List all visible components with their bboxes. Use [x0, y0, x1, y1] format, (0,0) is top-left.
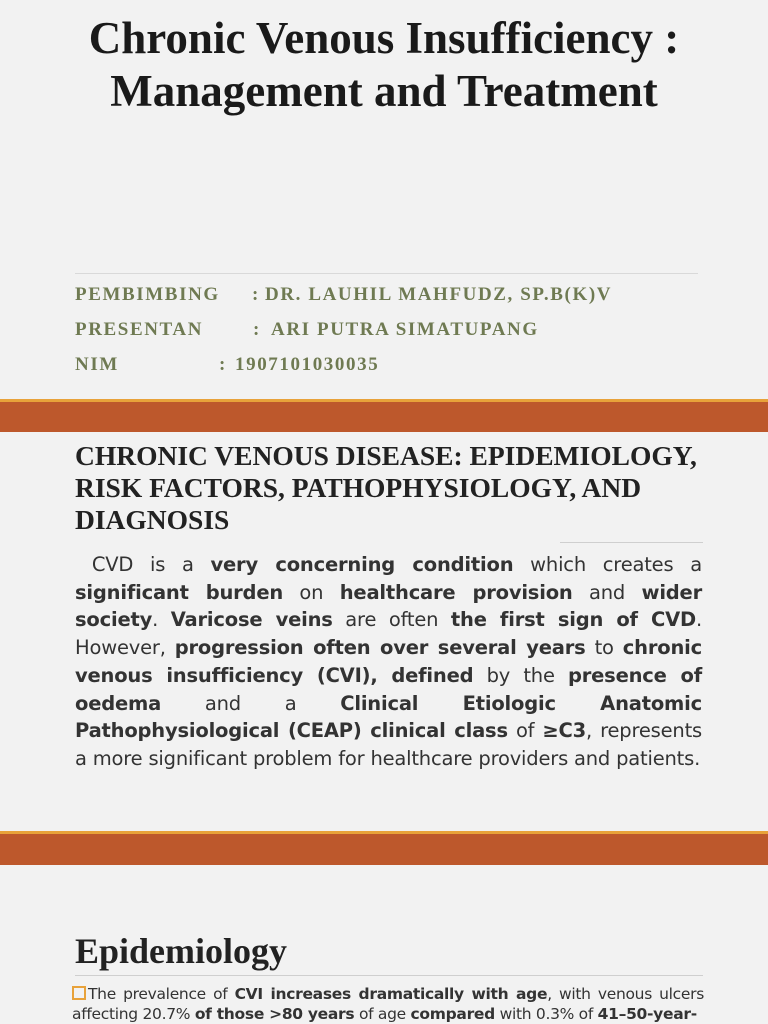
text-run: on — [283, 580, 340, 604]
text-run: and a — [161, 691, 341, 715]
epidemiology-bullet — [72, 984, 704, 1024]
cvd-slide-title: CHRONIC VENOUS DISEASE: EPIDEMIOLOGY, RISK FACTORS, PATHOPHYSIOLOGY, AND DIAGNOSIS — [75, 440, 697, 535]
supervisor-row — [75, 284, 675, 310]
text-run: with 0.3% of — [494, 1005, 598, 1023]
emphasized-text: the first sign of CVD — [450, 608, 697, 632]
text-run: of age — [354, 1005, 411, 1023]
text-run: . — [152, 608, 171, 632]
nim-separator: : — [219, 354, 227, 375]
emphasized-text: compared — [410, 1005, 495, 1023]
nim-value: 1907101030035 — [235, 354, 380, 375]
emphasized-text: healthcare provision — [339, 580, 573, 604]
cvd-paragraph — [75, 551, 702, 773]
text-run: of — [507, 719, 543, 743]
emphasized-text: CVI increases dramatically with age — [234, 985, 548, 1003]
text-run: by the — [473, 663, 568, 687]
emphasized-text: significant burden — [75, 580, 284, 604]
square-bullet-icon — [72, 986, 86, 1000]
emphasized-text: very concerning condition — [210, 553, 514, 576]
text-run: CVD is a — [91, 553, 211, 576]
supervisor-name: DR. LAUHIL MAHFUDZ, SP.B(K)V — [265, 284, 613, 305]
text-run: . However, — [75, 608, 703, 660]
text-run: , represents a more significant problem for healthcare providers and patients. — [75, 719, 702, 770]
divider — [560, 542, 703, 543]
text-run: , with venous ulcers affecting 20.7% — [72, 985, 704, 1023]
emphasized-text: progression often over several years — [174, 636, 586, 660]
emphasized-text: presence of oedema — [75, 663, 702, 715]
emphasized-text: Varicose veins — [170, 608, 333, 632]
presenter-row — [75, 319, 675, 345]
text-run: and — [572, 580, 642, 604]
emphasized-text: of those >80 years — [194, 1005, 355, 1023]
slide-separator-bar — [0, 834, 768, 865]
text-run: are often — [332, 608, 451, 632]
supervisor-label: PEMBIMBING — [75, 284, 220, 305]
text-run: which creates a — [513, 553, 702, 576]
divider — [75, 273, 698, 274]
slide-separator-bar — [0, 402, 768, 432]
text-run: The prevalence of — [88, 985, 235, 1003]
presentation-title: Chronic Venous Insufficiency : Management and Treatment — [88, 13, 680, 116]
presenter-separator: : — [253, 319, 261, 340]
emphasized-text: chronic venous insufficiency (CVI), defined — [75, 636, 702, 687]
title-slide — [0, 0, 768, 399]
nim-row — [75, 354, 675, 380]
presenter-label: PRESENTAN — [75, 319, 204, 340]
nim-label: NIM — [75, 354, 119, 375]
text-run: to — [585, 636, 623, 660]
divider — [75, 975, 703, 976]
emphasized-text: ≥C3 — [542, 719, 587, 743]
emphasized-text: wider society — [75, 580, 702, 632]
presenter-name: ARI PUTRA SIMATUPANG — [271, 319, 539, 340]
supervisor-separator: : — [252, 284, 260, 305]
epidemiology-title: Epidemiology — [75, 931, 288, 971]
emphasized-text: 41–50-year- — [597, 1005, 697, 1023]
emphasized-text: Clinical Etiologic Anatomic Pathophysiological (CEAP) clinical class — [75, 691, 702, 743]
